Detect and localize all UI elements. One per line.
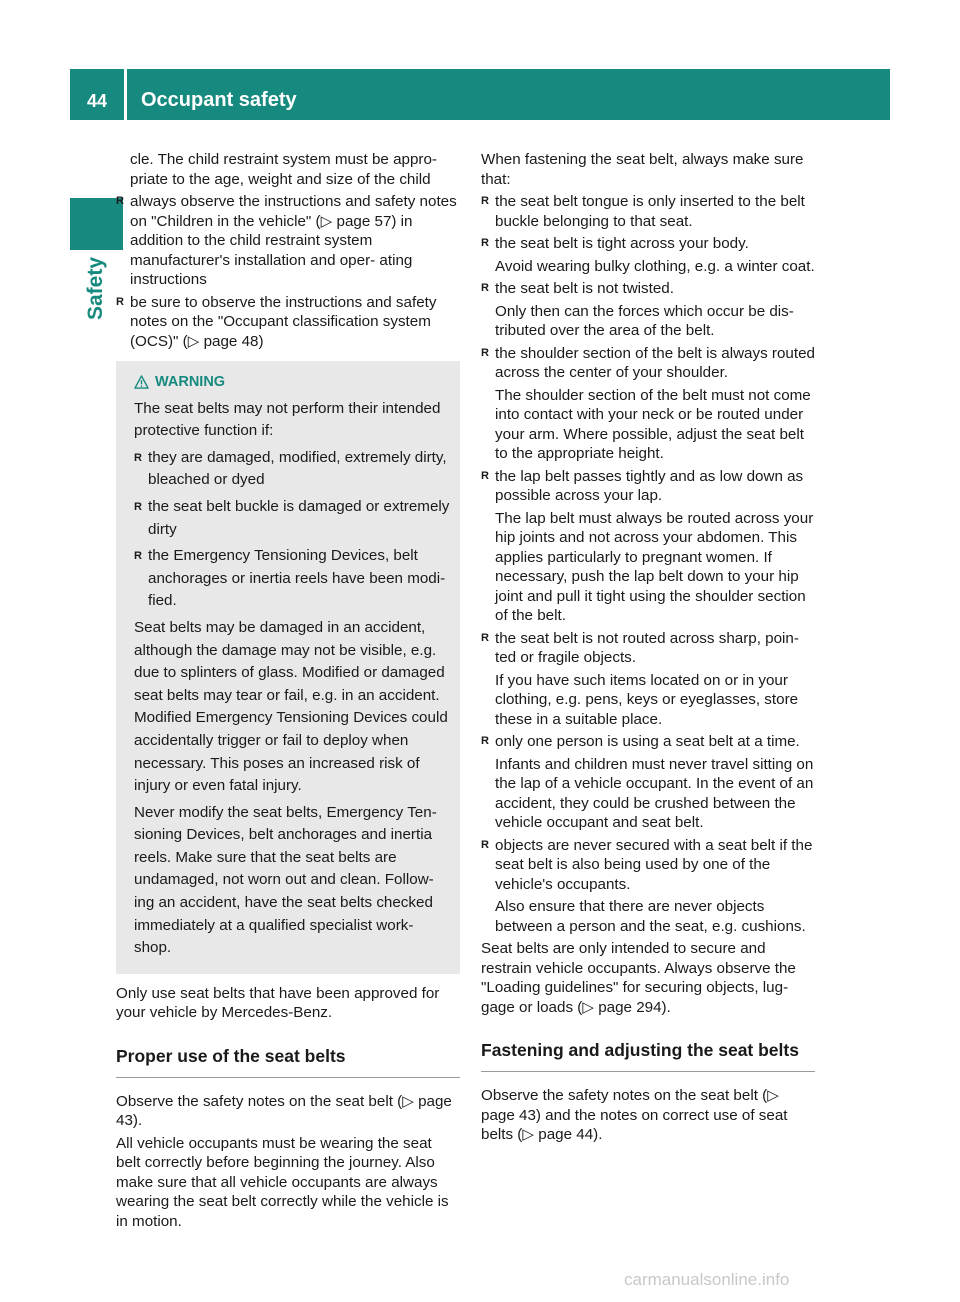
bullet-r-icon	[481, 732, 489, 752]
list-item	[481, 836, 815, 895]
side-tab-label: Safety	[84, 256, 107, 320]
bullet-r-icon	[481, 234, 489, 254]
list-item	[116, 293, 460, 352]
list-item-text: the lap belt passes tightly and as low down as possible across your lap.	[495, 467, 804, 504]
warning-triangle-icon	[134, 375, 149, 389]
warning-title: WARNING	[155, 374, 226, 390]
intro-continuation: cle. The child restraint system must be appro- priate to the age, weight and size of the child	[130, 151, 437, 188]
paragraph: Observe the safety notes on the seat belt (▷ page 43) and the notes on correct use of seat belts (▷ page 44).	[481, 1087, 788, 1143]
list-item-text: only one person is using a seat belt at a time.	[495, 733, 800, 750]
bullet-r-icon	[481, 467, 489, 487]
header-divider	[124, 69, 127, 120]
warning-paragraph: Never modify the seat belts, Emergency Ten- sioning Devices, belt anchorages and inertia reels. Make sure that the seat belts are undamaged, not worn out and clean. Follow- ing an accident, have the seat belts checked immediately at a qualified specialist work- shop.	[134, 803, 437, 957]
bullet-r-icon	[481, 836, 489, 856]
list-item-text: the seat belt buckle is damaged or extremely dirty	[148, 497, 450, 538]
list-item	[481, 467, 815, 506]
paragraph: Seat belts are only intended to secure and restrain vehicle occupants. Always observe the "Loading guidelines" for securing objects, lug- gage or loads (▷ page 294).	[481, 940, 796, 1016]
list-item-note: Infants and children must never travel sitting on the lap of a vehicle occupant. In the event of an accident, they could be crushed between the vehicle occupant and seat belt.	[495, 755, 814, 831]
list-item-text: they are damaged, modified, extremely dirty, bleached or dyed	[148, 448, 447, 489]
list-item-note: Also ensure that there are never objects between a person and the seat, e.g. cushions.	[495, 898, 806, 935]
list-item	[481, 234, 815, 254]
paragraph: All vehicle occupants must be wearing the seat belt correctly before beginning the journey. Also make sure that all vehicle occupants are always wearing the seat belt correctly while the vehicle is in motion.	[116, 1134, 449, 1230]
list-item-note: Avoid wearing bulky clothing, e.g. a winter coat.	[495, 257, 815, 275]
list-item	[481, 732, 815, 752]
list-item-text: objects are never secured with a seat belt if the seat belt is also being used by one of the vehicle's occupants.	[495, 836, 813, 893]
bullet-r-icon	[481, 192, 489, 212]
list-item-text: the Emergency Tensioning Devices, belt anchorages or inertia reels have been modi- fied.	[148, 547, 446, 610]
watermark: carmanualsonline.info	[624, 1270, 790, 1289]
list-item-note: The lap belt must always be routed across your hip joints and not across your abdomen. This applies particularly to pregnant women. If necessary, push the lap belt down to your hip joint and pull it tight using the shoulder section of the belt.	[495, 509, 814, 624]
warning-intro: The seat belts may not perform their intended protective function if:	[134, 399, 441, 440]
list-item	[481, 279, 815, 299]
section-heading-fastening: Fastening and adjusting the seat belts	[481, 1039, 815, 1072]
section-heading-proper-use: Proper use of the seat belts	[116, 1045, 460, 1078]
bullet-r-icon	[134, 545, 142, 568]
right-column	[481, 150, 815, 1148]
bullet-r-icon	[481, 344, 489, 364]
list-item-text: be sure to observe the instructions and safety notes on the "Occupant classification system (OCS)" (▷ page 48)	[130, 293, 437, 350]
list-item-text: the seat belt is not routed across sharp, poin- ted or fragile objects.	[495, 629, 799, 666]
bullet-r-icon	[134, 447, 142, 470]
warning-heading	[134, 371, 450, 394]
bullet-r-icon	[116, 192, 124, 212]
list-item	[134, 447, 450, 492]
bullet-r-icon	[481, 279, 489, 299]
bullet-r-icon	[116, 293, 124, 313]
list-item-note: If you have such items located on or in your clothing, e.g. pens, keys or eyeglasses, store these in a suitable place.	[495, 671, 799, 728]
page-number: 44	[86, 91, 108, 111]
bullet-r-icon	[134, 496, 142, 519]
warning-box	[116, 361, 460, 974]
approved-note: Only use seat belts that have been approved for your vehicle by Mercedes-Benz.	[116, 984, 440, 1022]
list-item	[481, 629, 815, 668]
bullet-r-icon	[481, 629, 489, 649]
paragraph: Observe the safety notes on the seat belt (▷ page 43).	[116, 1092, 452, 1130]
list-item-text: the shoulder section of the belt is always routed across the center of your shoulder.	[495, 344, 815, 381]
list-item-text: the seat belt tongue is only inserted to the belt buckle belonging to that seat.	[495, 193, 805, 230]
section-title: Occupant safety	[141, 89, 297, 111]
list-item	[481, 344, 815, 383]
warning-paragraph: Seat belts may be damaged in an accident, although the damage may not be visible, e.g. due to splinters of glass. Modified or damaged seat belts may tear or fail, e.g. in an accident. Modified Emergency Tensioning Devices could accidentally trigger or fail to deploy when necessary. This poses an increased risk of injury or even fatal injury.	[134, 618, 448, 795]
list-item-note: The shoulder section of the belt must not come into contact with your neck or be routed under your arm. Where possible, adjust the seat belt to the appropriate height.	[495, 386, 811, 462]
list-item-note: Only then can the forces which occur be dis- tributed over the area of the belt.	[495, 302, 794, 339]
list-item	[134, 545, 450, 613]
list-item	[481, 192, 815, 231]
paragraph: When fastening the seat belt, always make sure that:	[481, 151, 804, 188]
list-item	[134, 496, 450, 541]
list-item-text: the seat belt is not twisted.	[495, 280, 674, 297]
list-item-text: always observe the instructions and safety notes on "Children in the vehicle" (▷ page 57) in addition to the child restraint system manufacturer's installation and oper- ating instructions	[130, 193, 457, 288]
list-item-text: the seat belt is tight across your body.	[495, 235, 749, 252]
left-column	[116, 150, 460, 1234]
list-item	[116, 192, 460, 290]
